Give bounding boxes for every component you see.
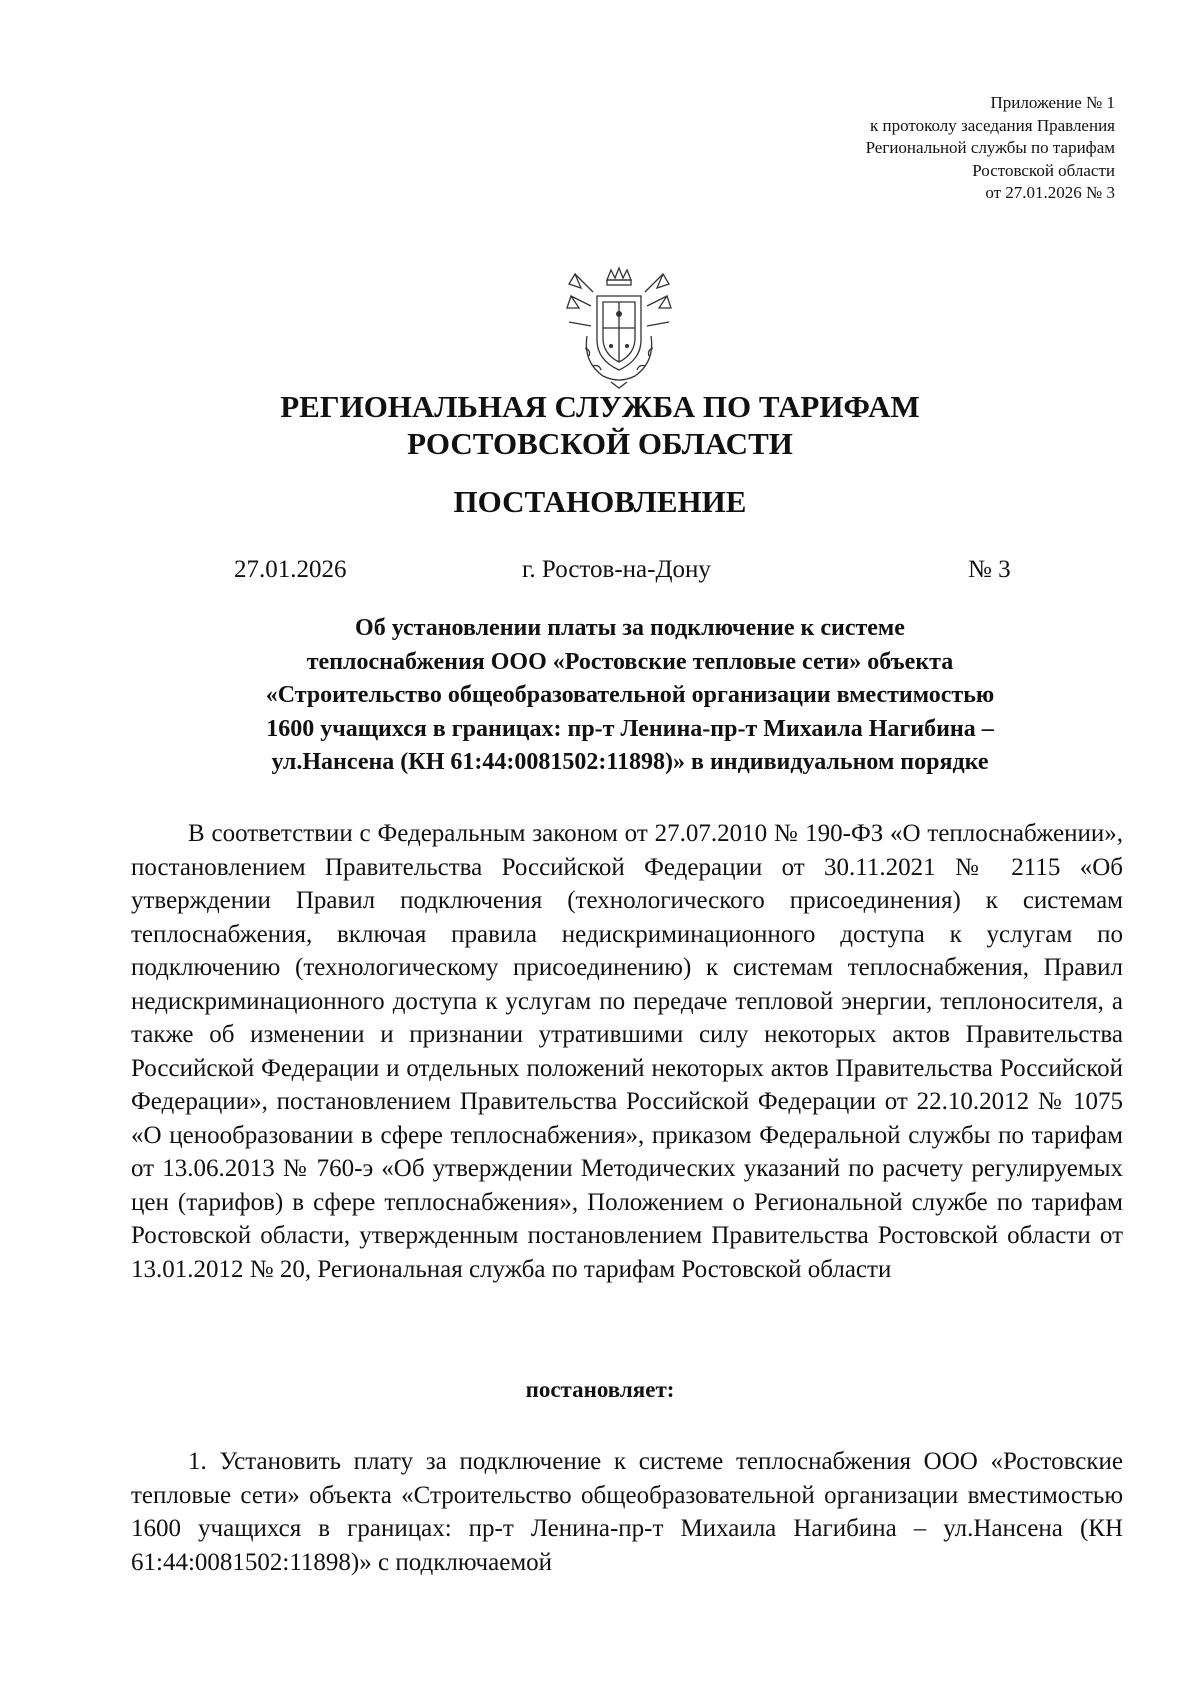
resolution-item-1: 1. Установить плату за подключение к системе теплоснабжения ООО «Ростовские тепловые сети» объекта «Строительство общеобразовательной организации вместимостью 1600 учащихся в границах: пр-т Ленина-пр-т Михаила Нагибина – ул.Нансена (КН 61:44:0081502:11898)» с подключаемой xyxy=(131,1448,1123,1576)
appendix-line: от 27.01.2026 № 3 xyxy=(985,183,1115,202)
appendix-line: Ростовской области xyxy=(972,160,1115,180)
document-subject xyxy=(150,612,1110,780)
appendix-line: Приложение № 1 xyxy=(990,93,1115,112)
subject-line: 1600 учащихся в границах: пр-т Ленина-пр-т Михаила Нагибина – xyxy=(266,715,994,742)
document-type: ПОСТАНОВЛЕНИЕ xyxy=(453,484,747,519)
organization-line-2: РОСТОВСКОЙ ОБЛАСТИ xyxy=(407,426,793,461)
document-city: г. Ростов-на-Дону xyxy=(522,556,711,583)
preamble-paragraph: В соответствии с Федеральным законом от 27.07.2010 № 190-ФЗ «О теплоснабжении», постановлением Правительства Российской Федерации от 30.11.2021 № 2115 «Об утверждении Правил подключения (технологического присоединения) к системам теплоснабжения, включая правила недискриминационного доступа к услугам по подключению (технологическому присоединению) к системам теплоснабжения, Правил недискриминационного доступа к услугам по передаче тепловой энергии, теплоносителя, а также об изменении и признании утратившими силу некоторых актов Правительства Российской Федерации и отдельных положений некоторых актов Правительства Российской Федерации», постановлением Правительства Российской Федерации от 22.10.2012 № 1075 «О ценообразовании в сфере теплоснабжения», приказом Федеральной службы по тарифам от 13.06.2013 № 760-э «Об утверждении Методических указаний по расчету регулируемых цен (тарифов) в сфере теплоснабжения», Положением о Региональной службе по тарифам Ростовской области, утвержденным постановлением Правительства Ростовской области от 13.01.2012 № 20, Региональная служба по тарифам Ростовской области xyxy=(131,820,1123,1283)
organization-line-1: РЕГИОНАЛЬНАЯ СЛУЖБА ПО ТАРИФАМ xyxy=(280,389,920,424)
appendix-line: к протоколу заседания Правления xyxy=(870,115,1115,135)
document-date: 27.01.2026 xyxy=(234,556,347,583)
subject-line: Об установлении платы за подключение к системе xyxy=(355,615,905,641)
document-number: № 3 xyxy=(968,556,1011,583)
organization-name xyxy=(0,388,1200,462)
coat-of-arms-icon xyxy=(563,266,675,392)
subject-line: ул.Нансена (КН 61:44:0081502:11898)» в индивидуальном порядке xyxy=(271,749,989,775)
resolves-heading: постановляет: xyxy=(525,1377,675,1402)
subject-line: теплоснабжения ООО «Ростовские тепловые сети» объекта xyxy=(306,648,954,675)
appendix-note xyxy=(866,92,1115,205)
subject-line: «Строительство общеобразовательной организации вместимостью xyxy=(265,682,995,708)
appendix-line: Региональной службы по тарифам xyxy=(865,138,1115,157)
